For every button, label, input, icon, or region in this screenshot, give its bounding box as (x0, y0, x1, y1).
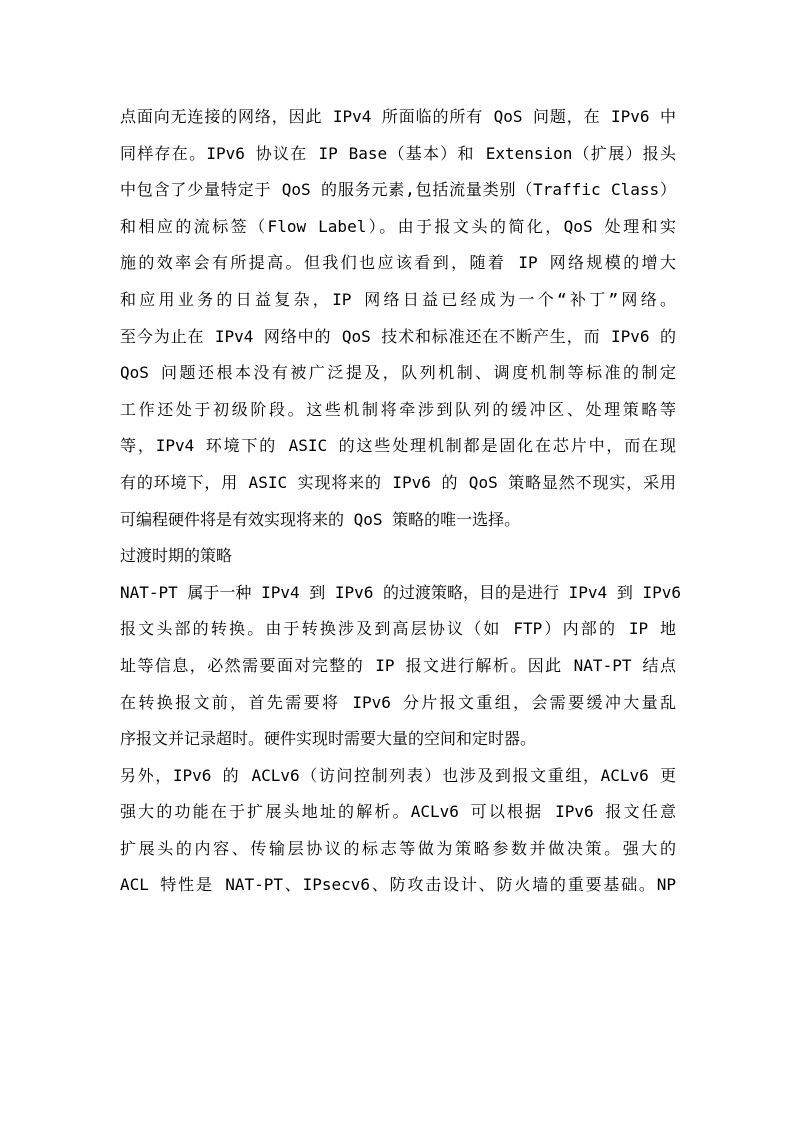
text-line: 址等信息，必然需要面对完整的 IP 报文进行解析。因此 NAT-PT 结点 (120, 655, 676, 675)
text-line: 等，IPv4 环境下的 ASIC 的这些处理机制都是固化在芯片中，而在现 (120, 436, 676, 456)
text-line: 序报文并记录超时。硬件实现时需要大量的空间和定时器。 (120, 729, 537, 749)
text-line: 施的效率会有所提高。但我们也应该看到，随着 IP 网络规模的增大 (120, 253, 676, 273)
text-line: 至今为止在 IPv4 网络中的 QoS 技术和标准还在不断产生，而 IPv6 的 (120, 326, 676, 346)
text-line: 和应用业务的日益复杂，IP 网络日益已经成为一个“补丁”网络。 (120, 289, 676, 309)
text-line: 扩展头的内容、传输层协议的标志等做为策略参数并做决策。强大的 (120, 838, 676, 858)
text-line: 同样存在。IPv6 协议在 IP Base（基本）和 Extension（扩展）报头 (120, 143, 676, 163)
text-line: 和相应的流标签（Flow Label）。由于报文头的简化，QoS 处理和实 (120, 216, 676, 236)
text-line: 中包含了少量特定于 QoS 的服务元素,包括流量类别（Traffic Class） (120, 180, 676, 200)
body-text (120, 99, 681, 904)
text-line: 可编程硬件将是有效实现将来的 QoS 策略的唯一选择。 (120, 509, 521, 529)
text-line: ACL 特性是 NAT-PT、IPsecv6、防攻击设计、防火墙的重要基础。NP (120, 875, 676, 895)
text-line: 有的环境下，用 ASIC 实现将来的 IPv6 的 QoS 策略显然不现实，采用 (120, 472, 676, 492)
text-line: 强大的功能在于扩展头地址的解析。ACLv6 可以根据 IPv6 报文任意 (120, 802, 676, 822)
text-line: NAT-PT 属于一种 IPv4 到 IPv6 的过渡策略，目的是进行 IPv4 到 IPv6 (120, 582, 681, 602)
text-line: 工作还处于初级阶段。这些机制将牵涉到队列的缓冲区、处理策略等 (120, 399, 676, 419)
section-heading: 过渡时期的策略 (120, 546, 233, 566)
text-line: 点面向无连接的网络，因此 IPv4 所面临的所有 QoS 问题，在 IPv6 中 (120, 107, 676, 126)
text-line: 在转换报文前，首先需要将 IPv6 分片报文重组，会需要缓冲大量乱 (120, 692, 676, 712)
text-line: 报文头部的转换。由于转换涉及到高层协议（如 FTP）内部的 IP 地 (120, 619, 676, 639)
text-line: QoS 问题还根本没有被广泛提及，队列机制、调度机制等标准的制定 (120, 363, 676, 383)
text-line: 另外，IPv6 的 ACLv6（访问控制列表）也涉及到报文重组，ACLv6 更 (120, 765, 676, 785)
